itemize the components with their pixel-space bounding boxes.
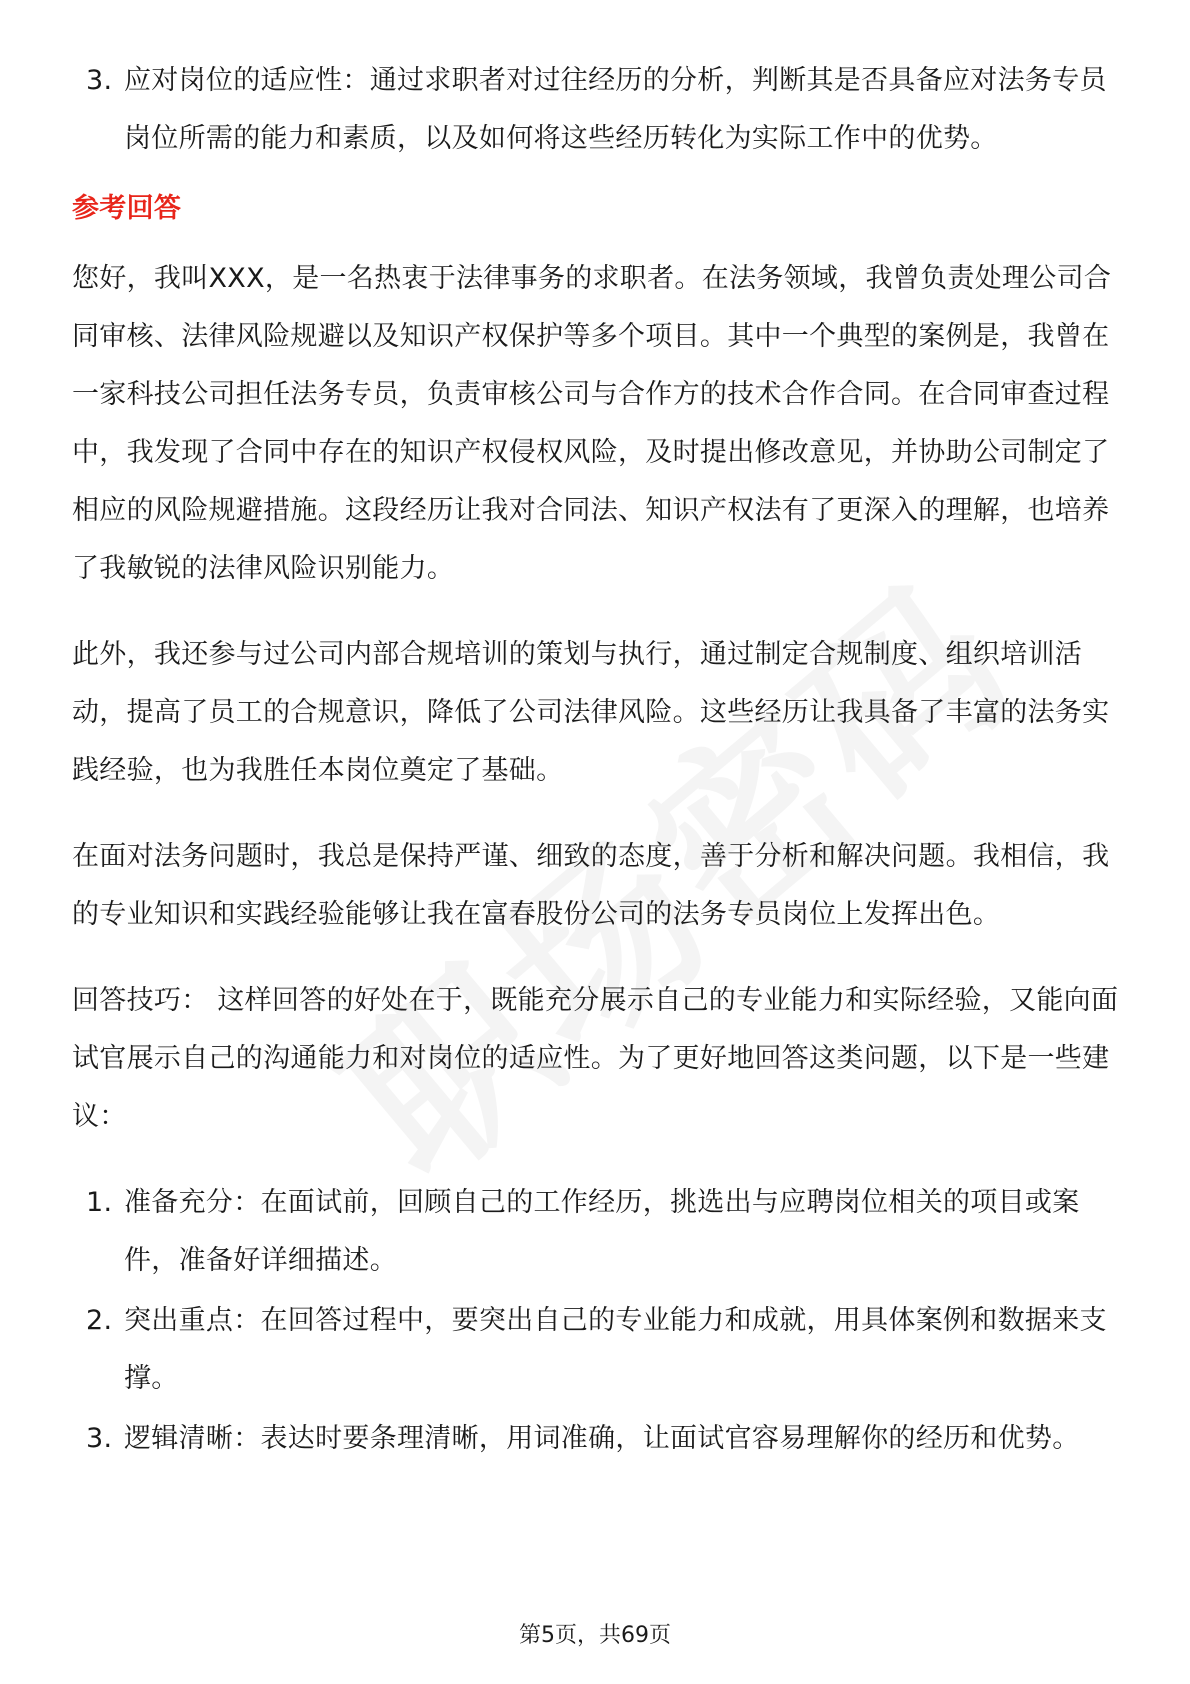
reference-answer-heading: 参考回答 xyxy=(72,193,182,224)
top-numbered-list xyxy=(72,52,1122,168)
answer-paragraph-2: 此外，我还参与过公司内部合规培训的策划与执行，通过制定合规制度、组织培训活动，提高了员工的合规意识，降低了公司法律风险。这些经历让我具备了丰富的法务实践经验，也为我胜任本岗位奠定了基础。 xyxy=(72,639,1110,786)
list-item xyxy=(72,1292,1122,1408)
page-footer: 第5页，共69页 xyxy=(519,1623,671,1648)
list-item-text: 逻辑清晰：表达时要条理清晰，用词准确，让面试官容易理解你的经历和优势。 xyxy=(124,1423,1080,1454)
list-item-number: 3. xyxy=(86,65,113,96)
answer-tips-intro: 回答技巧： 这样回答的好处在于，既能充分展示自己的专业能力和实际经验，又能向面试官展示自己的沟通能力和对岗位的适应性。为了更好地回答这类问题，以下是一些建议： xyxy=(72,985,1119,1132)
answer-paragraph-1: 您好，我叫XXX，是一名热衷于法律事务的求职者。在法务领域，我曾负责处理公司合同审核、法律风险规避以及知识产权保护等多个项目。其中一个典型的案例是，我曾在一家科技公司担任法务专员，负责审核公司与合作方的技术合作合同。在合同审查过程中，我发现了合同中存在的知识产权侵权风险，及时提出修改意见，并协助公司制定了相应的风险规避措施。这段经历让我对合同法、知识产权法有了更深入的理解，也培养了我敏锐的法律风险识别能力。 xyxy=(72,263,1112,584)
list-item-text: 应对岗位的适应性：通过求职者对过往经历的分析，判断其是否具备应对法务专员岗位所需的能力和素质，以及如何将这些经历转化为实际工作中的优势。 xyxy=(124,65,1107,154)
list-item-text: 突出重点：在回答过程中，要突出自己的专业能力和成就，用具体案例和数据来支撑。 xyxy=(124,1305,1107,1394)
list-item xyxy=(72,1174,1122,1290)
list-item-text: 准备充分：在面试前，回顾自己的工作经历，挑选出与应聘岗位相关的项目或案件，准备好详细描述。 xyxy=(124,1187,1080,1276)
list-item-number: 3. xyxy=(86,1423,113,1454)
list-item xyxy=(72,52,1122,168)
answer-paragraph-3: 在面对法务问题时，我总是保持严谨、细致的态度，善于分析和解决问题。我相信，我的专业知识和实践经验能够让我在富春股份公司的法务专员岗位上发挥出色。 xyxy=(72,841,1110,930)
page-content xyxy=(72,52,1122,1470)
list-item xyxy=(72,1410,1122,1468)
list-item-number: 2. xyxy=(86,1305,113,1336)
list-item-number: 1. xyxy=(86,1187,113,1218)
tips-numbered-list xyxy=(72,1174,1122,1468)
